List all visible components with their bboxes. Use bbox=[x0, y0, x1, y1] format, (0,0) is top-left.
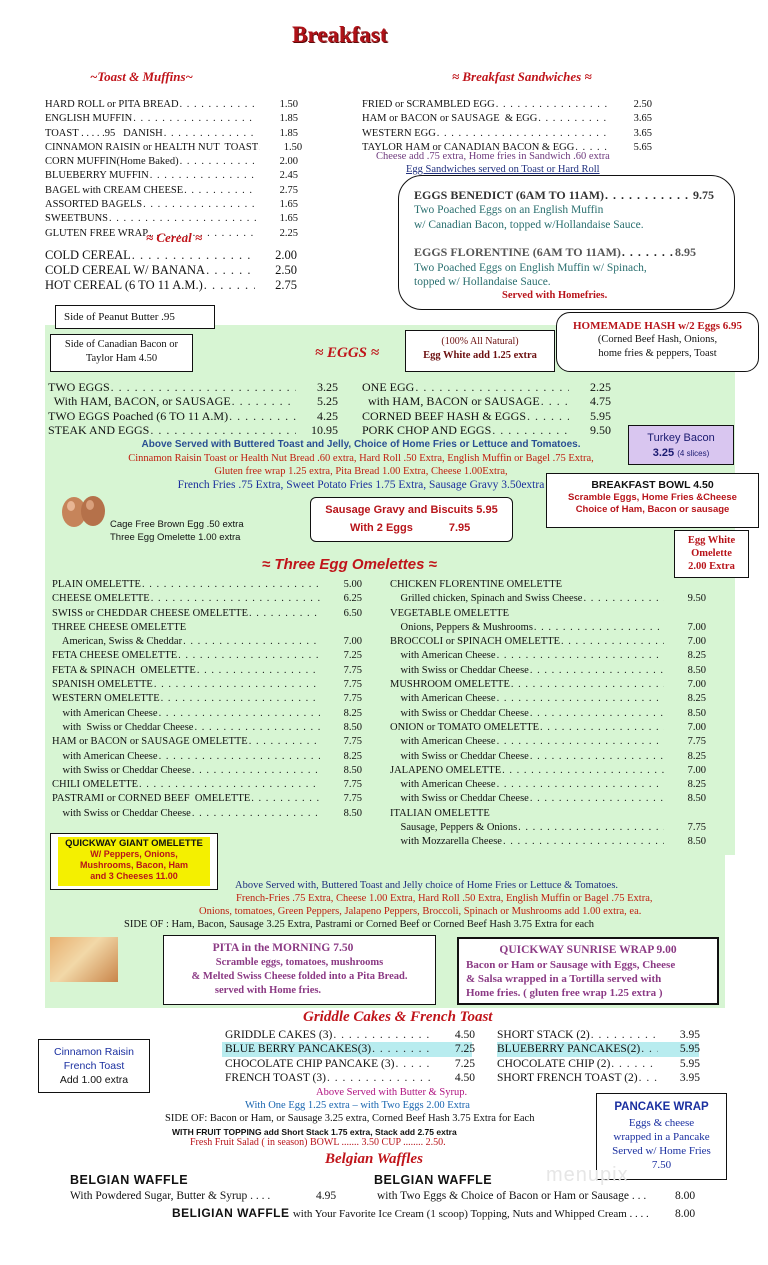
menu-item bbox=[390, 607, 706, 621]
menu-item bbox=[362, 112, 652, 126]
item-name: with American Cheese bbox=[390, 693, 496, 705]
menu-item bbox=[45, 141, 303, 155]
eggs-note: Above Served with Buttered Toast and Jelly, Choice of Home Fries or Lettuce and Tomatoes. bbox=[141, 439, 581, 450]
item-price: 2.25 bbox=[590, 380, 611, 394]
menu-item bbox=[45, 248, 297, 263]
item-desc: Two Poached Eggs on an English Muffin bbox=[414, 204, 604, 216]
item-name: FETA CHEESE OMELETTE bbox=[52, 650, 178, 662]
menu-item bbox=[390, 707, 706, 721]
item-price: 3.95 bbox=[679, 1029, 700, 1041]
omelette-list-right bbox=[390, 578, 706, 850]
item-price: 7.75 bbox=[343, 679, 362, 691]
omelette-list-left bbox=[52, 578, 362, 821]
item-name: PORK CHOP AND EGGS bbox=[362, 422, 492, 437]
menu-item bbox=[390, 635, 706, 649]
item-name: CORNED BEEF HASH & EGGS bbox=[362, 408, 527, 423]
menu-item bbox=[52, 721, 362, 735]
item-name: TWO EGGS Poached (6 TO 11 A.M) bbox=[48, 408, 229, 423]
omelette-note: French-Fries .75 Extra, Cheese 1.00 Extra, Hard Roll .50 Extra, English Muffin or Bagel .75 Extra, bbox=[236, 893, 653, 904]
menu-item bbox=[390, 578, 706, 592]
item-name: with Swiss or Cheddar Cheese bbox=[52, 764, 191, 776]
item-name: with American Cheese bbox=[390, 736, 496, 748]
sunrise-text: Bacon or Ham or Sausage with Eggs, Cheese bbox=[466, 959, 676, 971]
item-price: 7.75 bbox=[343, 736, 362, 748]
pwrap-text: Eggs & cheese bbox=[628, 1117, 695, 1129]
item-name: TOAST . . . . .95 DANISH bbox=[45, 127, 163, 139]
griddle-note: Fresh Fruit Salad ( in season) BOWL ....... 3.50 CUP ........ 2.50. bbox=[190, 1137, 446, 1148]
item-name: CORN MUFFIN(Home Baked) bbox=[45, 156, 179, 168]
egg-icon bbox=[58, 493, 108, 529]
gravy-text: Sausage Gravy and Biscuits 5.95 bbox=[325, 504, 498, 516]
griddle-note: SIDE OF: Bacon or Ham, or Sausage 3.25 extra, Corned Beef Hash 3.75 Extra for Each bbox=[165, 1113, 535, 1124]
eggs-panel-ext bbox=[725, 345, 735, 855]
menu-item bbox=[45, 127, 298, 141]
pita-text: Scramble eggs, tomatoes, mushrooms bbox=[215, 957, 384, 968]
item-price: 7.75 bbox=[343, 693, 362, 705]
item-name: TWO EGGS bbox=[48, 380, 110, 394]
belgian-title: BELGIAN WAFFLE bbox=[70, 1173, 189, 1187]
item-price: 9.50 bbox=[687, 593, 706, 605]
item-name: HOT CEREAL (6 TO 11 A.M.) bbox=[45, 278, 203, 292]
item-name: WESTERN OMELETTE bbox=[52, 693, 160, 705]
menu-item bbox=[362, 394, 611, 408]
menu-item bbox=[52, 692, 362, 706]
belgian-price: 8.00 bbox=[675, 1208, 696, 1220]
item-name: HAM or BACON or SAUSAGE OMELETTE bbox=[52, 736, 248, 748]
item-desc: Two Poached Eggs on English Muffin w/ Spinach, bbox=[414, 262, 647, 274]
menu-item bbox=[52, 621, 362, 635]
item-price: 7.25 bbox=[343, 650, 362, 662]
item-name: ASSORTED BAGELS bbox=[45, 199, 143, 211]
menu-item bbox=[45, 278, 297, 293]
item-name: with American Cheese bbox=[52, 750, 158, 762]
item-name: SWISS or CHEDDAR CHEESE OMELETTE bbox=[52, 607, 248, 619]
item-name: PASTRAMI or CORNED BEEF OMELETTE bbox=[52, 793, 251, 805]
item-price: 1.65 bbox=[279, 199, 298, 211]
cagefree-text: Cage Free Brown Egg .50 extra bbox=[110, 519, 244, 530]
item-price: 3.95 bbox=[679, 1071, 700, 1084]
item-price: 8.50 bbox=[343, 807, 362, 819]
menu-item bbox=[390, 764, 706, 778]
page-title: Breakfast bbox=[292, 22, 388, 47]
menu-item bbox=[390, 835, 706, 849]
pwrap-text: wrapped in a Pancake bbox=[613, 1131, 710, 1143]
item-price: 4.75 bbox=[590, 394, 611, 409]
menu-item bbox=[52, 807, 362, 821]
item-price: 8.25 bbox=[687, 650, 706, 662]
menu-item bbox=[390, 821, 706, 835]
item-price: 7.25 bbox=[454, 1057, 475, 1070]
giant-title: QUICKWAY GIANT OMELETTE bbox=[65, 838, 203, 849]
item-price: 5.95 bbox=[590, 408, 611, 423]
item-name: ONION or TOMATO OMELETTE bbox=[390, 721, 540, 733]
item-name: with Mozzarella Cheese bbox=[390, 836, 502, 848]
item-name: with Swiss or Cheddar Cheese bbox=[390, 707, 529, 719]
menu-item bbox=[45, 155, 298, 169]
belgian-heading: Belgian Waffles bbox=[325, 1151, 423, 1167]
cereal-heading: ≈ Cereal ≈ bbox=[146, 230, 203, 245]
item-name: With HAM, BACON, or SAUSAGE bbox=[48, 394, 231, 409]
sunrise-text: & Salsa wrapped in a Tortilla served with bbox=[466, 973, 662, 985]
item-price: 8.25 bbox=[687, 693, 706, 705]
item-price: 6.50 bbox=[343, 607, 362, 619]
ewo-text: Egg White bbox=[687, 535, 736, 546]
eggs-heading: ≈ EGGS ≈ bbox=[315, 345, 379, 361]
menu-item bbox=[225, 1057, 475, 1071]
item-name: GLUTEN FREE WRAP bbox=[45, 227, 149, 239]
belgian-title: BELIGIAN WAFFLE with Your Favorite Ice Cream (1 scoop) Topping, Nuts and Whipped Cream . . . . bbox=[172, 1206, 649, 1220]
hash-title: HOMEMADE HASH w/2 Eggs 6.95 bbox=[573, 320, 742, 332]
peanut-text: Side of Peanut Butter .95 bbox=[64, 311, 175, 323]
menu-item bbox=[362, 127, 652, 141]
griddle-list-left bbox=[225, 1028, 475, 1085]
item-price: 5.95 bbox=[679, 1043, 700, 1056]
menu-item bbox=[390, 592, 706, 606]
item-price: 1.85 bbox=[279, 127, 298, 139]
item-note: Served with Homefries. bbox=[502, 290, 608, 301]
item-name: CHOCOLATE CHIP (2) bbox=[497, 1057, 611, 1070]
eggwhite-text: (100% All Natural) bbox=[441, 336, 519, 347]
item-name: CHOCOLATE CHIP PANCAKE (3) bbox=[225, 1057, 395, 1070]
pita-text: served with Home fries. bbox=[214, 985, 322, 996]
sandwich-list bbox=[362, 98, 652, 155]
cinnamon-text: Add 1.00 extra bbox=[59, 1074, 129, 1086]
item-price: 2.50 bbox=[275, 263, 297, 277]
menu-item bbox=[45, 112, 298, 126]
item-name: SWEETBUNS bbox=[45, 213, 108, 225]
item-price: 1.85 bbox=[279, 113, 298, 125]
item-name: BLUE BERRY PANCAKES(3) bbox=[225, 1043, 372, 1056]
item-price: 7.25 bbox=[454, 1043, 475, 1056]
item-price: 5.25 bbox=[317, 394, 338, 409]
item-price: 7.00 bbox=[687, 679, 706, 691]
item-name: SHORT STACK (2) bbox=[497, 1029, 590, 1041]
griddle-note: With One Egg 1.25 extra – with Two Eggs 2.00 Extra bbox=[245, 1100, 470, 1111]
menu-item bbox=[52, 764, 362, 778]
menu-item bbox=[362, 380, 611, 394]
menu-item bbox=[52, 678, 362, 692]
giant-text: Mushrooms, Bacon, Ham bbox=[79, 860, 189, 870]
item-price: 7.00 bbox=[343, 636, 362, 648]
item-name: American, Swiss & Cheddar bbox=[52, 636, 183, 648]
giant-text: W/ Peppers, Onions, bbox=[90, 849, 178, 859]
menu-item bbox=[45, 98, 298, 112]
menu-item bbox=[52, 778, 362, 792]
menu-item bbox=[497, 1042, 700, 1056]
menu-item bbox=[497, 1071, 700, 1085]
item-name: BROCCOLI or SPINACH OMELETTE bbox=[390, 636, 561, 648]
item-name: HARD ROLL or PITA BREAD bbox=[45, 99, 179, 110]
item-price: 2.00 bbox=[275, 248, 297, 262]
item-desc: w/ Canadian Bacon, topped w/Hollandaise Sauce. bbox=[414, 219, 644, 231]
menu-item bbox=[362, 409, 611, 423]
menu-item bbox=[52, 750, 362, 764]
cagefree-text: Three Egg Omelette 1.00 extra bbox=[110, 532, 241, 543]
item-price: 2.75 bbox=[279, 184, 298, 196]
cereal-list bbox=[45, 248, 297, 293]
menu-item bbox=[362, 423, 611, 437]
item-price: 5.00 bbox=[343, 579, 362, 590]
item-name: with American Cheese bbox=[52, 707, 158, 719]
item-price: 7.00 bbox=[687, 764, 706, 776]
item-price: 1.65 bbox=[279, 213, 298, 225]
item-price: 7.00 bbox=[687, 721, 706, 733]
item-name: SHORT FRENCH TOAST (2) bbox=[497, 1071, 638, 1084]
griddle-list-right bbox=[497, 1028, 700, 1085]
menu-item bbox=[45, 184, 298, 198]
menu-item bbox=[225, 1042, 475, 1056]
item-name: COLD CEREAL bbox=[45, 248, 131, 262]
eggs-note: French Fries .75 Extra, Sweet Potato Fries 1.75 Extra, Sausage Gravy 3.50extra bbox=[177, 479, 545, 491]
toast-heading: ~Toast & Muffins~ bbox=[90, 69, 193, 84]
menu-item bbox=[45, 198, 298, 212]
item-name: CINNAMON RAISIN or HEALTH NUT TOAST bbox=[45, 141, 259, 153]
menu-item bbox=[45, 169, 298, 183]
menu-item: EGGS BENEDICT (6AM TO 11AM) . . . 9.75 bbox=[414, 188, 714, 202]
omelettes-heading: ≈ Three Egg Omelettes ≈ bbox=[262, 556, 437, 573]
menu-item bbox=[52, 607, 362, 621]
item-name: Grilled chicken, Spinach and Swiss Cheese bbox=[390, 593, 583, 605]
menu-item bbox=[225, 1028, 475, 1042]
item-price: 7.75 bbox=[343, 664, 362, 676]
belgian-desc: With Powdered Sugar, Butter & Syrup . . . . bbox=[70, 1190, 271, 1202]
item-name: with Swiss or Cheddar Cheese bbox=[390, 750, 529, 762]
menu-item bbox=[390, 778, 706, 792]
pwrap-text: 7.50 bbox=[651, 1159, 672, 1171]
griddle-heading: Griddle Cakes & French Toast bbox=[303, 1009, 493, 1025]
pita-photo bbox=[50, 937, 118, 982]
menu-item bbox=[390, 792, 706, 806]
item-name: JALAPENO OMELETTE bbox=[390, 764, 502, 776]
item-price: 3.65 bbox=[633, 113, 652, 125]
item-price: 8.50 bbox=[687, 707, 706, 719]
item-price: 2.50 bbox=[633, 99, 652, 110]
item-name: with Swiss or Cheddar Cheese bbox=[390, 793, 529, 805]
item-price: 6.25 bbox=[343, 593, 362, 605]
watermark-logo: menupix bbox=[546, 1164, 629, 1186]
menu-item bbox=[52, 735, 362, 749]
eggs-list-left bbox=[48, 380, 338, 437]
item-name: with HAM, BACON or SAUSAGE bbox=[362, 394, 540, 409]
item-name: Sausage, Peppers & Onions bbox=[390, 822, 518, 834]
menu-item bbox=[52, 664, 362, 678]
eggs-list-right bbox=[362, 380, 611, 437]
item-name: with Swiss or Cheddar Cheese bbox=[390, 664, 529, 676]
toast-list bbox=[45, 98, 303, 241]
menu-item bbox=[390, 807, 706, 821]
item-price: 2.25 bbox=[279, 227, 298, 239]
menu-item bbox=[225, 1071, 475, 1085]
item-price: 5.65 bbox=[633, 141, 652, 153]
cinnamon-text: Cinnamon Raisin bbox=[54, 1046, 134, 1058]
item-desc: topped w/ Hollandaise Sauce. bbox=[414, 276, 551, 288]
item-price: 7.75 bbox=[687, 822, 706, 834]
menu-item bbox=[390, 664, 706, 678]
ewo-text: Omelette bbox=[691, 548, 732, 559]
menu-item bbox=[52, 707, 362, 721]
item-name: THREE CHEESE OMELETTE bbox=[52, 621, 187, 633]
belgian-price: 8.00 bbox=[675, 1190, 696, 1202]
sunrise-text: Home fries. ( gluten free wrap 1.25 extra ) bbox=[466, 987, 663, 999]
turkey-text: 3.25 (4 slices) bbox=[652, 447, 710, 459]
omelette-note: Above Served with, Buttered Toast and Jelly choice of Home Fries or Lettuce & Tomatoes. bbox=[235, 880, 619, 891]
hash-text: (Corned Beef Hash, Onions, bbox=[597, 334, 718, 345]
pita-text: & Melted Swiss Cheese folded into a Pita Bread. bbox=[191, 971, 408, 982]
hash-text: home fries & peppers, Toast bbox=[598, 348, 717, 359]
bowl-text: Scramble Eggs, Home Fries &Cheese bbox=[568, 492, 737, 503]
item-price: 8.50 bbox=[343, 721, 362, 733]
item-name: CHICKEN FLORENTINE OMELETTE bbox=[390, 579, 563, 590]
menu-item bbox=[390, 649, 706, 663]
menu-item bbox=[390, 692, 706, 706]
giant-text: and 3 Cheeses 11.00 bbox=[90, 871, 178, 881]
item-name: PLAIN OMELETTE bbox=[52, 579, 141, 590]
bowl-title: BREAKFAST BOWL 4.50 bbox=[591, 479, 714, 491]
item-price: 7.75 bbox=[343, 793, 362, 805]
menu-item bbox=[48, 394, 338, 408]
sunrise-title: QUICKWAY SUNRISE WRAP 9.00 bbox=[499, 944, 677, 956]
item-price: 2.45 bbox=[279, 170, 298, 182]
item-name: WESTERN EGG bbox=[362, 127, 436, 139]
item-name: GRIDDLE CAKES (3) bbox=[225, 1029, 333, 1041]
eggs-photo bbox=[58, 493, 108, 529]
item-price: 8.25 bbox=[687, 750, 706, 762]
item-price: 8.25 bbox=[687, 779, 706, 791]
menu-item bbox=[52, 578, 362, 592]
item-name: FRENCH TOAST (3) bbox=[225, 1071, 326, 1084]
item-name: STEAK AND EGGS bbox=[48, 422, 150, 437]
menu-item bbox=[48, 409, 338, 423]
item-price: 5.95 bbox=[679, 1057, 700, 1070]
item-price: 8.50 bbox=[687, 793, 706, 805]
item-price: 8.50 bbox=[343, 764, 362, 776]
item-price: 7.00 bbox=[687, 636, 706, 648]
cinnamon-text: French Toast bbox=[63, 1060, 125, 1072]
gravy-text: With 2 Eggs 7.95 bbox=[350, 522, 471, 534]
item-name: FRIED or SCRAMBLED EGG bbox=[362, 99, 495, 110]
menu-item: EGGS FLORENTINE (6AM TO 11AM) . . . 8.95 bbox=[414, 245, 696, 259]
item-name: COLD CEREAL W/ BANANA bbox=[45, 263, 206, 277]
item-price: 4.50 bbox=[454, 1071, 475, 1084]
item-price: 2.75 bbox=[275, 278, 297, 292]
menu-item bbox=[52, 635, 362, 649]
menu-item bbox=[497, 1057, 700, 1071]
griddle-note: WITH FRUIT TOPPING add Short Stack 1.75 extra, Stack add 2.75 extra bbox=[172, 1127, 457, 1137]
item-name: BAGEL with CREAM CHEESE bbox=[45, 184, 184, 196]
bowl-text: Choice of Ham, Bacon or sausage bbox=[575, 504, 730, 515]
pwrap-text: Served w/ Home Fries bbox=[612, 1145, 711, 1157]
item-name: with American Cheese bbox=[390, 650, 496, 662]
item-name: ONE EGG bbox=[362, 380, 415, 394]
menu-item bbox=[362, 98, 652, 112]
sandwich-note: Egg Sandwiches served on Toast or Hard Roll bbox=[406, 164, 600, 175]
item-name: CHEESE OMELETTE bbox=[52, 593, 150, 605]
item-price: 4.25 bbox=[317, 408, 338, 423]
eggwhite-text: Egg White add 1.25 extra bbox=[423, 350, 537, 361]
omelette-note: SIDE OF : Ham, Bacon, Sausage 3.25 Extra, Pastrami or Corned Beef or Corned Beef Hash 3.75 Extra for each bbox=[124, 919, 595, 930]
item-price: 2.00 bbox=[279, 156, 298, 168]
menu-item bbox=[497, 1028, 700, 1042]
menu-item bbox=[390, 678, 706, 692]
item-name: with Swiss or Cheddar Cheese bbox=[52, 721, 194, 733]
item-name: SPANISH OMELETTE bbox=[52, 679, 153, 691]
item-price: 1.50 bbox=[279, 99, 298, 110]
item-name: VEGETABLE OMELETTE bbox=[390, 607, 510, 619]
omelette-note: Onions, tomatoes, Green Peppers, Jalapeno Peppers, Broccoli, Spinach or Mushrooms add 1.00 extra, ea. bbox=[199, 906, 642, 917]
item-price: 1.50 bbox=[283, 141, 303, 153]
item-name: TAYLOR HAM or CANADIAN BACON & EGG bbox=[362, 141, 575, 153]
menu-item bbox=[52, 649, 362, 663]
item-price: 4.50 bbox=[454, 1029, 475, 1041]
menu-item bbox=[52, 592, 362, 606]
item-name: with Swiss or Cheddar Cheese bbox=[52, 807, 191, 819]
item-name: CHILI OMELETTE bbox=[52, 779, 139, 791]
item-price: 10.95 bbox=[311, 422, 338, 437]
item-name: MUSHROOM OMELETTE bbox=[390, 679, 510, 691]
menu-item bbox=[390, 750, 706, 764]
sandwiches-heading: ≈ Breakfast Sandwiches ≈ bbox=[452, 69, 592, 84]
eggs-note: Gluten free wrap 1.25 extra, Pita Bread 1.00 Extra, Cheese 1.00Extra, bbox=[214, 466, 508, 477]
item-price: 8.50 bbox=[687, 836, 706, 848]
item-price: 8.25 bbox=[343, 707, 362, 719]
item-name: Onions, Peppers & Mushrooms bbox=[390, 621, 533, 633]
pwrap-title: PANCAKE WRAP bbox=[614, 1101, 709, 1113]
ewo-text: 2.00 Extra bbox=[688, 561, 735, 572]
item-name: FETA & SPINACH OMELETTE bbox=[52, 664, 196, 676]
item-price: 7.75 bbox=[343, 779, 362, 791]
item-price: 8.25 bbox=[343, 750, 362, 762]
item-name: ITALIAN OMELETTE bbox=[390, 807, 490, 819]
sandwich-note: Cheese add .75 extra, Home fries in Sandwich .60 extra bbox=[376, 151, 610, 162]
item-name: HAM or BACON or SAUSAGE & EGG bbox=[362, 113, 538, 125]
item-price: 7.75 bbox=[687, 736, 706, 748]
menu-item bbox=[45, 263, 297, 278]
canadian-text: Side of Canadian Bacon or Taylor Ham 4.50 bbox=[64, 339, 179, 364]
menu-item bbox=[48, 380, 338, 394]
menu-item bbox=[390, 721, 706, 735]
belgian-price: 4.95 bbox=[316, 1190, 337, 1202]
item-name: with American Cheese bbox=[390, 779, 496, 791]
item-name: BLUEBERRY PANCAKES(2) bbox=[497, 1043, 641, 1056]
griddle-note: Above Served with Butter & Syrup. bbox=[316, 1087, 468, 1098]
menu-item bbox=[52, 792, 362, 806]
item-price: 3.65 bbox=[633, 127, 652, 139]
item-price: 8.50 bbox=[687, 664, 706, 676]
turkey-text: Turkey Bacon bbox=[647, 432, 715, 444]
menu-item bbox=[48, 423, 338, 437]
belgian-title: BELGIAN WAFFLE bbox=[374, 1173, 493, 1187]
item-name: BLUEBERRY MUFFIN bbox=[45, 170, 149, 182]
item-price: 7.00 bbox=[687, 621, 706, 633]
item-name: ENGLISH MUFFIN bbox=[45, 113, 133, 125]
belgian-desc: with Two Eggs & Choice of Bacon or Ham or Sausage . . . bbox=[377, 1190, 647, 1202]
item-price: 3.25 bbox=[317, 380, 338, 394]
menu-item bbox=[390, 621, 706, 635]
item-price: 9.50 bbox=[590, 422, 611, 437]
pita-title: PITA in the MORNING 7.50 bbox=[212, 942, 354, 954]
menu-item bbox=[45, 212, 298, 226]
menu-item bbox=[390, 735, 706, 749]
eggs-note: Cinnamon Raisin Toast or Health Nut Bread .60 extra, Hard Roll .50 Extra, English Muffin or Bagel .75 Extra, bbox=[128, 453, 594, 464]
